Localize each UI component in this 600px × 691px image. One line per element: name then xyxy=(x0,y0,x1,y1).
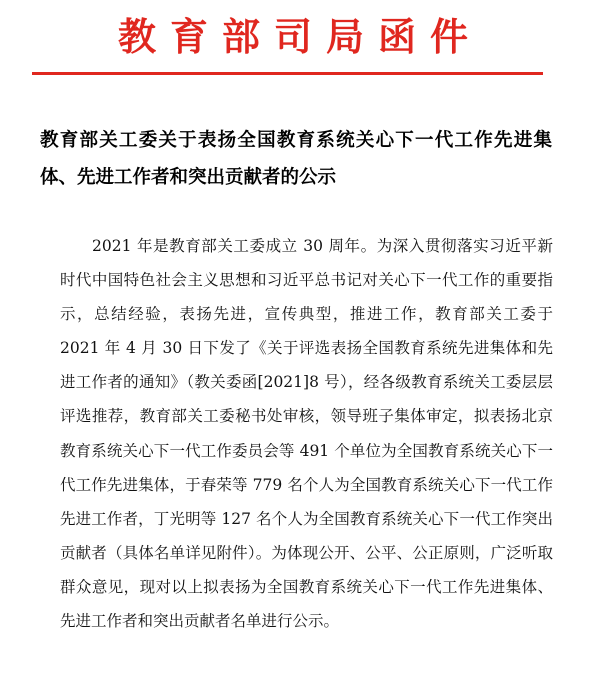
letterhead-title: 教育部司局函件 xyxy=(117,14,482,59)
document-title: 教育部关工委关于表扬全国教育系统关心下一代工作先进集体、先进工作者和突出贡献者的公示 xyxy=(40,130,552,188)
document-body-paragraph: 2021 年是教育部关工委成立 30 周年。为深入贯彻落实习近平新时代中国特色社会主义思想和习近平总书记对关心下一代工作的重要指示，总结经验，表扬先进，宣传典型，推进工作，教育部关工委于 2021 年 4 月 30 日下发了《关于评选表扬全国教育系统先进集体和先进工作者的通知》（教关委函[2021]8 号），经各级教育系统关工委层层评选推荐，教育部关工委秘书处审核，领导班子集体审定，拟表扬北京教育系统关心下一代工作委员会等 491 个单位为全国教育系统关心下一代工作先进集体，于春荣等 779 名个人为全国教育系统关心下一代工作先进工作者，丁光明等 127 名个人为全国教育系统关心下一代工作突出贡献者（具体名单详见附件）。为体现公开、公平、公正原则，广泛听取群众意见，现对以上拟表扬为全国教育系统关心下一代工作先进集体、先进工作者和突出贡献者名单进行公示。 xyxy=(60,237,553,631)
header-red-rule xyxy=(32,72,543,75)
